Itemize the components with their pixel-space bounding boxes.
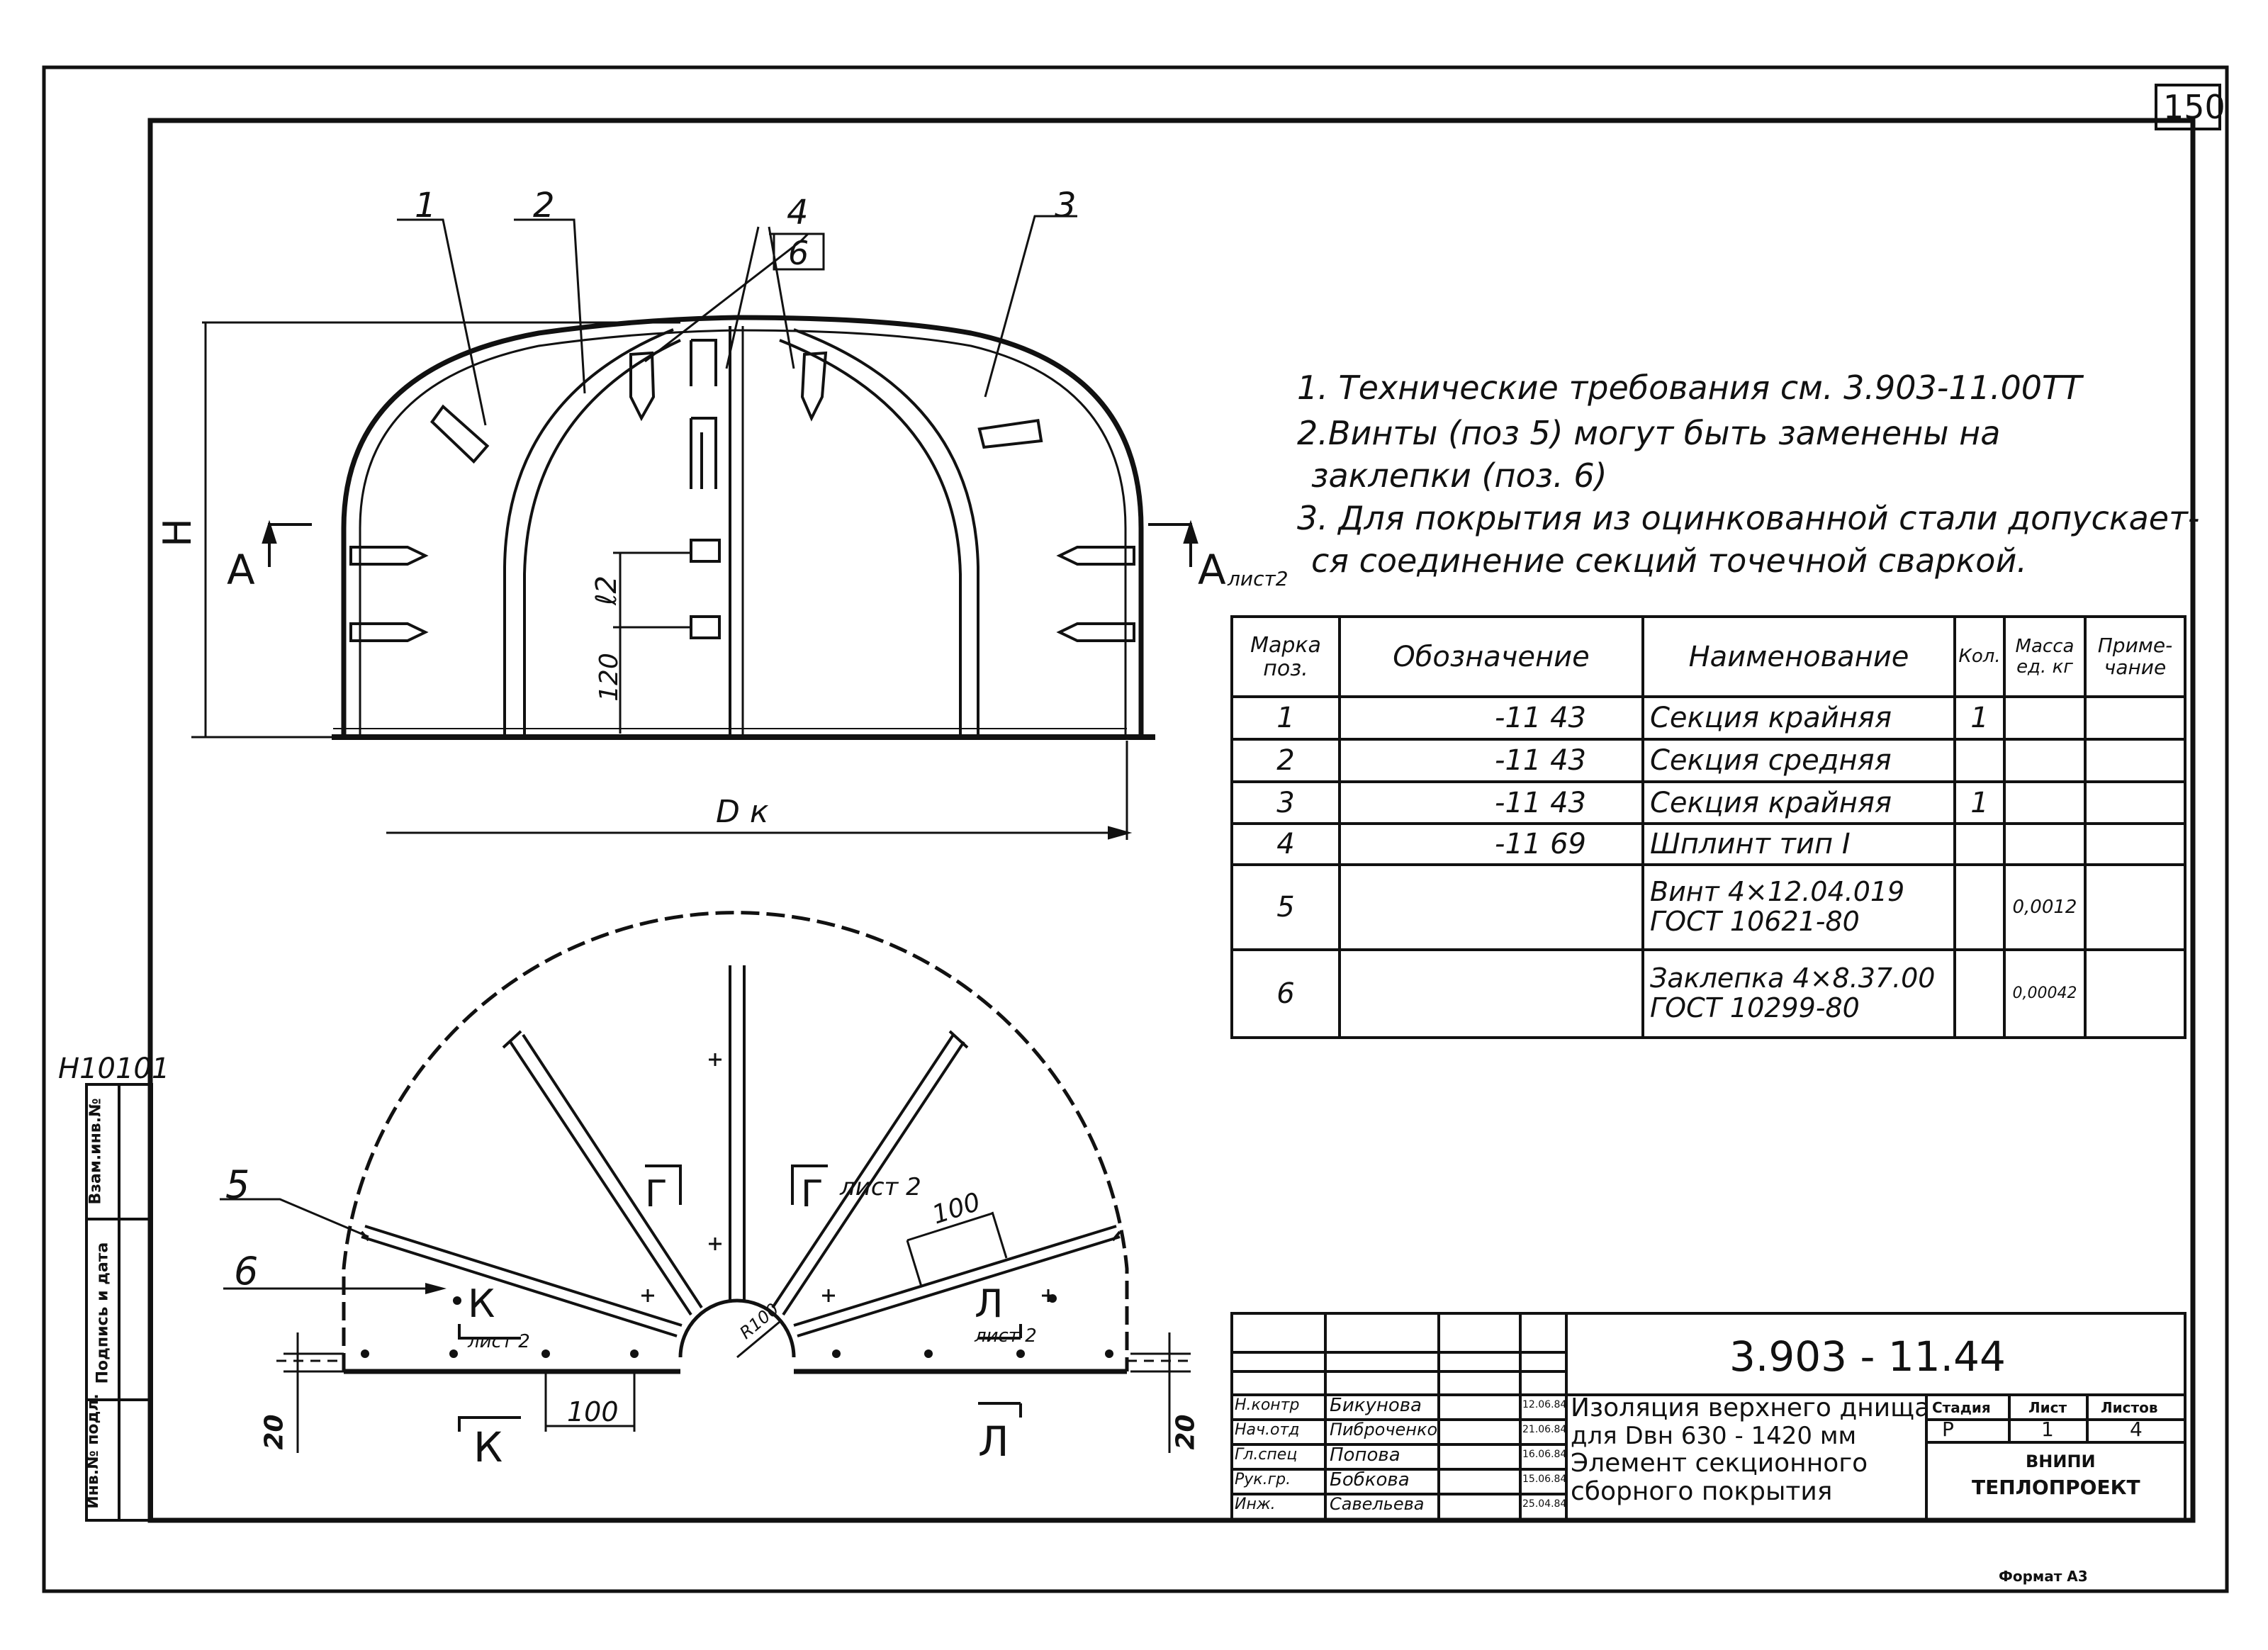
label-section-l-bottom: Л	[978, 1418, 1009, 1466]
tb-role-1: Н.контр	[1235, 1396, 1300, 1414]
format-label: Формат А3	[1999, 1568, 2088, 1585]
tb-org-1: ВНИПИ	[2026, 1452, 2096, 1471]
label-radius: R100	[736, 1299, 783, 1343]
note-1: 1. Технические требования см. 3.903-11.00ТТ	[1297, 369, 2082, 407]
archive-code: Н10101	[58, 1053, 170, 1085]
label-section-k-sheet: лист 2	[468, 1331, 530, 1352]
label-pos2: 2	[533, 186, 555, 225]
tb-sheets: 4	[2130, 1418, 2143, 1441]
tb-name-3: Попова	[1330, 1444, 1400, 1466]
dome-elevation	[191, 216, 1196, 840]
spec-row2-mark: 2	[1276, 744, 1295, 777]
spec-header-note: Приме-чание	[2097, 633, 2173, 679]
label-pos6: 6	[234, 1249, 259, 1293]
note-2b: заклепки (поз. 6)	[1311, 456, 1607, 495]
label-section-a-right: А	[1198, 546, 1226, 594]
spec-row1-mark: 1	[1276, 702, 1295, 734]
spec-row5-mark: 5	[1276, 891, 1295, 924]
label-section-g-right: Г	[801, 1173, 824, 1216]
label-pos1: 1	[415, 186, 437, 225]
spec-row6-name: Заклепка 4×8.37.00 ГОСТ 10299-80	[1650, 962, 1936, 1023]
tb-date-5: 25.04.84	[1522, 1498, 1567, 1510]
spec-header-name: Наименование	[1688, 640, 1909, 673]
spec-row4-name: Шплинт тип I	[1650, 828, 1851, 860]
spec-header-qty: Кол.	[1958, 646, 2001, 668]
tb-role-4: Рук.гр.	[1235, 1471, 1291, 1488]
tb-org-2: ТЕПЛОПРОЕКТ	[1972, 1476, 2140, 1499]
label-120: 120	[594, 653, 624, 702]
tb-role-3: Гл.спец	[1235, 1446, 1298, 1464]
label-pos5: 5	[225, 1162, 250, 1207]
label-pos3: 3	[1055, 186, 1077, 225]
spec-row5-mass: 0,0012	[2012, 896, 2077, 918]
label-dk: D к	[716, 794, 769, 830]
spec-row4-designation: -11 69	[1495, 828, 1586, 860]
tb-sheet: 1	[2041, 1418, 2054, 1441]
doc-number: 3.903 - 11.44	[1729, 1332, 2006, 1381]
tb-stage-header: Стадия	[1932, 1399, 1991, 1416]
tb-sheet-header: Лист	[2028, 1399, 2067, 1416]
tb-date-1: 12.06.84	[1522, 1399, 1567, 1410]
tb-date-2: 21.06.84	[1522, 1424, 1567, 1435]
note-3: 3. Для покрытия из оцинкованной стали допускает-	[1297, 499, 2200, 537]
spec-row2-designation: -11 43	[1495, 744, 1586, 777]
tb-name-2: Пиброченко	[1330, 1420, 1438, 1439]
spec-header-mark: Марка поз.	[1250, 632, 1321, 681]
tb-title-line-4: сборного покрытия	[1571, 1477, 1833, 1506]
label-pos4: 4	[787, 193, 809, 232]
tb-role-2: Нач.отд	[1235, 1421, 1300, 1439]
tb-date-3: 16.06.84	[1522, 1449, 1567, 1460]
side-stamp-inv: Инв.№ подл.	[84, 1393, 102, 1509]
spec-header-designation: Обозначение	[1393, 640, 1590, 673]
spec-row2-name: Секция средняя	[1650, 744, 1892, 777]
label-dim-20-right: 20	[1171, 1414, 1201, 1450]
spec-row1-designation: -11 43	[1495, 702, 1586, 734]
tb-name-4: Бобкова	[1330, 1469, 1410, 1491]
label-section-g-left: Г	[645, 1173, 668, 1216]
label-pos6-top: 6	[788, 234, 809, 272]
tb-sheets-header: Листов	[2101, 1399, 2158, 1416]
spec-row5-name: Винт 4×12.04.019 ГОСТ 10621-80	[1650, 876, 1905, 937]
label-dim-100-right: 100	[928, 1187, 984, 1230]
label-section-l-sheet: лист 2	[975, 1325, 1037, 1347]
tb-date-4: 15.06.84	[1522, 1474, 1567, 1485]
note-3b: ся соединение секций точечной сваркой.	[1311, 541, 2027, 580]
label-l2: ℓ2	[590, 576, 623, 605]
tb-title-line-3: Элемент секционного	[1571, 1449, 1868, 1478]
label-section-a-left: А	[227, 546, 255, 594]
spec-row3-qty: 1	[1970, 786, 1989, 819]
spec-row6-mass: 0,00042	[2012, 984, 2077, 1002]
spec-row6-mark: 6	[1276, 977, 1295, 1010]
spec-row4-mark: 4	[1276, 828, 1295, 860]
side-stamp-sign: Подпись и дата	[94, 1242, 112, 1384]
spec-header-mass: Масса ед. кг	[2015, 635, 2075, 678]
spec-row3-mark: 3	[1276, 786, 1295, 819]
tb-stage: Р	[1942, 1418, 1954, 1441]
label-height: Н	[155, 518, 200, 547]
label-dim-100-bottom: 100	[567, 1396, 619, 1427]
spec-row1-qty: 1	[1970, 702, 1989, 734]
label-section-a-sheet: лист2	[1228, 567, 1289, 590]
label-section-k-top: К	[468, 1281, 495, 1326]
tb-role-5: Инж.	[1235, 1495, 1276, 1513]
tb-title-line-1: Изоляция верхнего днища	[1571, 1393, 1931, 1422]
label-section-k-bottom: К	[473, 1423, 503, 1471]
spec-table	[1232, 617, 2185, 1038]
plan-view	[220, 913, 1191, 1453]
note-2: 2.Винты (поз 5) могут быть заменены на	[1297, 414, 2001, 452]
spec-row3-name: Секция крайняя	[1650, 786, 1892, 819]
spec-row1-name: Секция крайняя	[1650, 702, 1892, 734]
tb-title-line-2: для Dвн 630 - 1420 мм	[1571, 1422, 1857, 1450]
tb-name-1: Бикунова	[1330, 1395, 1422, 1416]
tb-name-5: Савельева	[1330, 1494, 1425, 1514]
sheet-number: 150	[2163, 88, 2225, 126]
spec-row3-designation: -11 43	[1495, 786, 1586, 819]
label-section-l-top: Л	[975, 1281, 1004, 1326]
side-stamp-replace: Взам.инв.№	[86, 1098, 105, 1205]
label-section-g-sheet: лист 2	[840, 1173, 921, 1201]
label-dim-20-left: 20	[259, 1414, 289, 1450]
